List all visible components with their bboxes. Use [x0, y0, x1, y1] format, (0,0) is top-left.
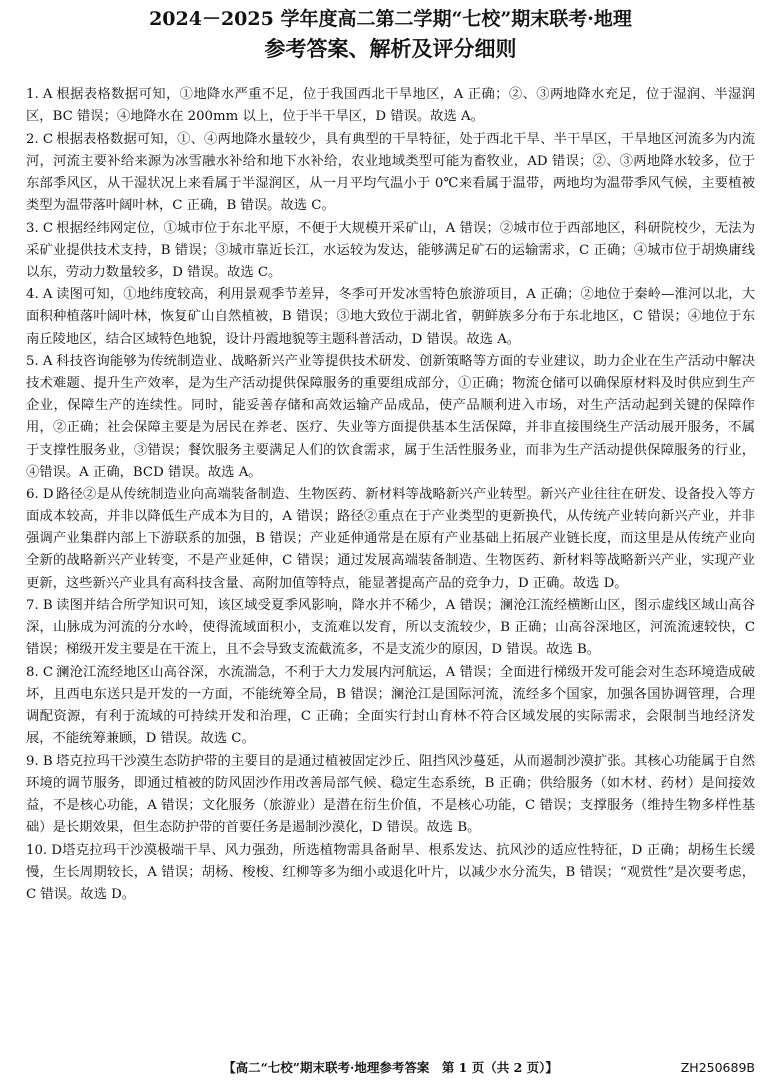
answer-explanation: 根据表格数据可知，①、④两地降水量较少，具有典型的干旱特征，处于西北干旱、半干旱区，干旱地区河流多为内流河，河流主要补给来源为冰雪融水补给和地下水补给，农业地域类型可能为畜牧业，AD 错误；②、③两地降水较多，位于东部季风区，从干湿状况上来看属于半湿润区，从一月平均气温小于 0℃来看属于温带，两地均为温带季风气候，主要植被类型为温带落叶阔叶林，C 正确，B 错误。故选 C。 [26, 131, 755, 213]
exam-title: 2024－2025 学年度高二第二学期“七校”期末联考·地理 [149, 8, 632, 30]
answer-item-3 [26, 218, 755, 284]
answer-number: 6. D [26, 487, 54, 503]
document-code: ZH250689B [680, 1060, 755, 1075]
answer-number: 9. B [26, 753, 53, 769]
document-subtitle: 参考答案、解析及评分细则 [264, 36, 517, 61]
answer-number: 2. C [26, 131, 54, 147]
answer-number: 8. C [26, 664, 54, 680]
answer-explanation: 读图并结合所学知识可知，该区域受夏季风影响，降水并不稀少，A 错误；澜沧江流经横断山区，图示虚线区域山高谷深，山脉成为河流的分水岭，使得流域面积小，支流难以发育，所以支流较少，B 正确；山高谷深地区，河流流速较快，C 错误；梯级开发主要是在干流上，且不会导致支流截流多，不是支流少的原因，D 错误。故选 B。 [26, 598, 755, 658]
answer-number: 5. A [26, 354, 53, 370]
answer-explanation: 根据表格数据可知，①地降水严重不足，位于我国西北干旱地区，A 正确；②、③两地降水充足，位于湿润、半湿润区，BC 错误；④地降水在 200mm 以上，位于半干旱区，D 错误。故选 A。 [26, 87, 755, 125]
answer-item-4 [26, 284, 755, 350]
footer-page-info: 【高二“七校”期末联考·地理参考答案 第 1 页（共 2 页）】 [223, 1060, 558, 1075]
answer-item-2 [26, 129, 755, 217]
answer-item-8 [26, 662, 755, 750]
answer-explanation: 读图可知，①地纬度较高，利用景观季节差异，冬季可开发冰雪特色旅游项目，A 正确；②地位于秦岭—淮河以北，大面积种植落叶阔叶林，恢复矿山自然植被，B 错误；③地大致位于湖北省，朝鲜族多分布于东北地区，C 错误；④地位于东南丘陵地区，结合区域特色地貌，设计丹霞地貌等主题科普活动，D 错误。故选 A。 [26, 287, 755, 347]
answer-item-7 [26, 595, 755, 661]
answer-explanation: 塔克拉玛干沙漠极端干旱、风力强劲，所选植物需具备耐旱、根系发达、抗风沙的适应性特征，D 正确；胡杨生长缓慢，生长周期较长，A 错误；胡杨、梭梭、红柳等多为细小或退化叶片，以减少水分流失，B 错误；“观赏性”是次要考虑，C 错误。故选 D。 [26, 842, 755, 902]
answer-number: 7. B [26, 598, 53, 614]
answer-number: 10. D [26, 842, 63, 858]
answer-explanation: 根据经纬网定位，①城市位于东北平原，不便于大规模开采矿山，A 错误；②城市位于西部地区，科研院校少，无法为采矿业提供技术支持，B 错误；③城市靠近长江，水运较为发达，能够满足矿石的运输需求，C 正确；④城市位于胡焕庸线以东，劳动力数量较多，D 错误。故选 C。 [26, 220, 755, 280]
page-footer [26, 1059, 755, 1077]
answer-number: 1. A [26, 87, 53, 102]
answer-explanation: 澜沧江流经地区山高谷深，水流湍急，不利于大力发展内河航运，A 错误；全面进行梯级开发可能会对生态环境造成破坏，且西电东送只是开发的一方面，不能统筹全局，B 错误；澜沧江是国际河流，流经多个国家，加强各国协调管理，合理调配资源，有利于流域的可持续开发和治理，C 正确；全面实行封山育林不符合区域发展的实际需求，会限制当地经济发展，不能统筹兼顾，D 错误。故选 C。 [26, 664, 755, 747]
answer-explanation: 塔克拉玛干沙漠生态防护带的主要目的是通过植被固定沙丘、阻挡风沙蔓延，从而遏制沙漠扩张。其核心功能属于自然环境的调节服务，即通过植被的防风固沙作用改善局部气候、稳定生态系统，B 正确；供给服务（如木材、药材）是间接效益，不是核心功能，A 错误；文化服务（旅游业）是潜在衍生价值，不是核心功能，C 错误；支撑服务（维持生物多样性基础）是长期效果，但生态防护带的首要任务是遏制沙漠化，D 错误。故选 B。 [26, 753, 755, 836]
answer-explanation: 路径②是从传统制造业向高端装备制造、生物医药、新材料等战略新兴产业转型。新兴产业往往在研发、设备投入等方面成本较高，并非以降低生产成本为目的，A 错误；路径②重点在于产业类型的更新换代，从传统产业转向新兴产业，并非强调产业集群内部上下游联系的加强，B 错误；产业延伸通常是在原有产业基础上拓展产业链长度，而这里是从传统产业向全新的战略新兴产业转变，不是产业延伸，C 错误；通过发展高端装备制造、生物医药、新材料等战略新兴产业，实现产业更新，这些新兴产业具有高科技含量、高附加值等特点，能显著提高产品的竞争力，D 正确。故选 D。 [26, 487, 755, 591]
answer-item-10 [26, 840, 755, 906]
answer-list [26, 84, 755, 906]
answer-item-9 [26, 751, 755, 839]
answer-number: 3. C [26, 220, 54, 236]
answer-explanation: 科技咨询能够为传统制造业、战略新兴产业等提供技术研发、创新策略等方面的专业建议，助力企业在生产活动中解决技术难题、提升生产效率，是为生产活动提供保障服务的重要组成部分，①正确；物流仓储可以确保原材料及时供应到生产企业，保障生产的连续性。同时，能妥善存储和高效运输产品成品，使产品顺利进入市场，对生产活动起到关键的保障作用，②正确；社会保障主要是为居民在养老、医疗、失业等方面提供基本生活保障，并非直接围绕生产活动展开服务，不属于支撑性服务业，③错误；餐饮服务主要满足人们的饮食需求，属于生活性服务业，而非为生产活动提供保障服务的行业，④错误。A 正确，BCD 错误。故选 A。 [26, 354, 755, 480]
answer-item-1 [26, 84, 755, 128]
answer-number: 4. A [26, 287, 53, 303]
answer-item-6 [26, 484, 755, 594]
answer-item-5 [26, 351, 755, 484]
